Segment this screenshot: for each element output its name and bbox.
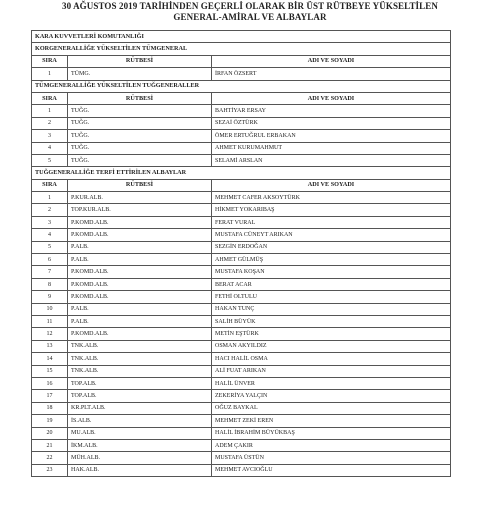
row-number: 12 (32, 328, 68, 340)
row-rank: TUĞG. (68, 142, 212, 154)
row-rank: P.KOMD.ALB. (68, 216, 212, 228)
table-row (32, 340, 451, 352)
table-row (32, 377, 451, 389)
row-name: AHMET KURUMAHMUT (212, 142, 451, 154)
header-rutbe: RÜTBESİ (68, 92, 212, 104)
row-name: OĞUZ BAYKAL (212, 402, 451, 414)
section-title: TUĞGENERALLİĞE TERFİ ETTİRİLEN ALBAYLAR (32, 167, 451, 179)
row-name: MEHMET CAFER AKSOYTÜRK (212, 192, 451, 204)
row-name: HACI HALİL OSMA (212, 353, 451, 365)
document-title (0, 0, 500, 23)
row-rank: P.ALB. (68, 241, 212, 253)
row-number: 22 (32, 452, 68, 464)
row-name: FERAT VURAL (212, 216, 451, 228)
row-number: 15 (32, 365, 68, 377)
row-rank: İS.ALB. (68, 415, 212, 427)
row-name: FETHİ OLTULU (212, 291, 451, 303)
row-number: 7 (32, 266, 68, 278)
table-row (32, 142, 451, 154)
row-rank: P.ALB. (68, 315, 212, 327)
header-ad: ADI VE SOYADI (212, 179, 451, 191)
row-number: 20 (32, 427, 68, 439)
section-title: KORGENERALLİĞE YÜKSELTİLEN TÜMGENERAL (32, 43, 451, 55)
promotion-table (31, 30, 451, 477)
row-rank: TOP.KUR.ALB. (68, 204, 212, 216)
row-rank: TUĞG. (68, 105, 212, 117)
table-row (32, 154, 451, 166)
row-rank: TÜMG. (68, 68, 212, 80)
row-name: MEHMET AVCIOĞLU (212, 464, 451, 476)
row-number: 21 (32, 439, 68, 451)
row-number: 1 (32, 192, 68, 204)
row-number: 4 (32, 229, 68, 241)
table-row (32, 192, 451, 204)
header-ad: ADI VE SOYADI (212, 92, 451, 104)
row-name: SEZAİ ÖZTÜRK (212, 117, 451, 129)
section-title-row (32, 80, 451, 92)
column-header-row (32, 55, 451, 67)
row-rank: P.ALB. (68, 303, 212, 315)
header-sira: SIRA (32, 55, 68, 67)
row-rank: P.KOMD.ALB. (68, 229, 212, 241)
row-rank: P.KUR.ALB. (68, 192, 212, 204)
column-header-row (32, 92, 451, 104)
row-number: 6 (32, 254, 68, 266)
row-name: HALİL ÜNVER (212, 377, 451, 389)
row-number: 8 (32, 278, 68, 290)
table-row (32, 241, 451, 253)
row-rank: MÜH.ALB. (68, 452, 212, 464)
row-name: HALİL İBRAHİM BÜYÜKBAŞ (212, 427, 451, 439)
row-name: MUSTAFA KOŞAN (212, 266, 451, 278)
section-title-row (32, 167, 451, 179)
title-line-1: 30 AĞUSTOS 2019 TARİHİNDEN GEÇERLİ OLARAK BİR ÜST RÜTBEYE YÜKSELTİLEN (62, 1, 438, 11)
table-row (32, 402, 451, 414)
table-row (32, 105, 451, 117)
header-ad: ADI VE SOYADI (212, 55, 451, 67)
table-row (32, 303, 451, 315)
table-row (32, 315, 451, 327)
row-rank: KR.PLT.ALB. (68, 402, 212, 414)
row-number: 1 (32, 105, 68, 117)
row-rank: TOP.ALB. (68, 377, 212, 389)
table-row (32, 68, 451, 80)
header-rutbe: RÜTBESİ (68, 179, 212, 191)
row-name: METİN EŞTÜRK (212, 328, 451, 340)
section-title: TÜMGENERALLİĞE YÜKSELTİLEN TUĞGENERALLER (32, 80, 451, 92)
row-rank: P.KOMD.ALB. (68, 266, 212, 278)
row-number: 14 (32, 353, 68, 365)
row-rank: İKM.ALB. (68, 439, 212, 451)
row-rank: TNK.ALB. (68, 353, 212, 365)
row-rank: P.KOMD.ALB. (68, 278, 212, 290)
row-name: MUSTAFA CÜNEYT ARIKAN (212, 229, 451, 241)
table-row (32, 204, 451, 216)
row-number: 4 (32, 142, 68, 154)
row-number: 13 (32, 340, 68, 352)
table-row (32, 278, 451, 290)
table-row (32, 117, 451, 129)
row-name: AHMET GÜLMÜŞ (212, 254, 451, 266)
row-rank: TUĞG. (68, 117, 212, 129)
row-rank: P.ALB. (68, 254, 212, 266)
row-name: SELAMİ ARSLAN (212, 154, 451, 166)
row-name: MUSTAFA ÜSTÜN (212, 452, 451, 464)
row-number: 17 (32, 390, 68, 402)
row-number: 3 (32, 130, 68, 142)
header-sira: SIRA (32, 92, 68, 104)
table-row (32, 216, 451, 228)
row-number: 11 (32, 315, 68, 327)
row-name: İRFAN ÖZSERT (212, 68, 451, 80)
row-rank: TNK.ALB. (68, 340, 212, 352)
section-title-row (32, 43, 451, 55)
row-number: 2 (32, 117, 68, 129)
row-name: SEZGİN ERDOĞAN (212, 241, 451, 253)
row-rank: TUĞG. (68, 130, 212, 142)
row-name: ADEM ÇAKIR (212, 439, 451, 451)
table-row (32, 266, 451, 278)
header-sira: SIRA (32, 179, 68, 191)
row-rank: TOP.ALB. (68, 390, 212, 402)
table-row (32, 328, 451, 340)
table-row (32, 452, 451, 464)
force-name: KARA KUVVETLERİ KOMUTANLIĞI (32, 31, 451, 43)
table-row (32, 254, 451, 266)
row-number: 5 (32, 154, 68, 166)
row-number: 2 (32, 204, 68, 216)
row-name: HAKAN TUNÇ (212, 303, 451, 315)
row-name: MEHMET ZEKİ EREN (212, 415, 451, 427)
row-number: 10 (32, 303, 68, 315)
table-row (32, 427, 451, 439)
table-row (32, 353, 451, 365)
table-row (32, 291, 451, 303)
table-row (32, 390, 451, 402)
table-row (32, 415, 451, 427)
title-line-2: GENERAL-AMİRAL VE ALBAYLAR (173, 12, 327, 22)
promotion-table-wrapper (31, 30, 450, 477)
table-row (32, 229, 451, 241)
force-row (32, 31, 451, 43)
row-number: 19 (32, 415, 68, 427)
table-row (32, 464, 451, 476)
row-number: 9 (32, 291, 68, 303)
row-rank: TNK.ALB. (68, 365, 212, 377)
row-name: ZEKERİYA YALÇIN (212, 390, 451, 402)
row-name: SALİH BÜYÜK (212, 315, 451, 327)
column-header-row (32, 179, 451, 191)
row-number: 23 (32, 464, 68, 476)
promotion-table-body (32, 31, 451, 477)
row-name: ÖMER ERTUĞRUL ERBAKAN (212, 130, 451, 142)
row-name: HİKMET YOKARIBAŞ (212, 204, 451, 216)
table-row (32, 365, 451, 377)
row-name: BERAT ACAR (212, 278, 451, 290)
table-row (32, 130, 451, 142)
row-name: OSMAN AKYILDIZ (212, 340, 451, 352)
row-number: 16 (32, 377, 68, 389)
row-number: 5 (32, 241, 68, 253)
table-row (32, 439, 451, 451)
row-rank: HAK.ALB. (68, 464, 212, 476)
row-name: BAHTİYAR ERSAY (212, 105, 451, 117)
row-name: ALİ FUAT ARIKAN (212, 365, 451, 377)
row-number: 3 (32, 216, 68, 228)
row-rank: MU.ALB. (68, 427, 212, 439)
row-number: 1 (32, 68, 68, 80)
header-rutbe: RÜTBESİ (68, 55, 212, 67)
row-number: 18 (32, 402, 68, 414)
row-rank: TUĞG. (68, 154, 212, 166)
row-rank: P.KOMD.ALB. (68, 328, 212, 340)
row-rank: P.KOMD.ALB. (68, 291, 212, 303)
